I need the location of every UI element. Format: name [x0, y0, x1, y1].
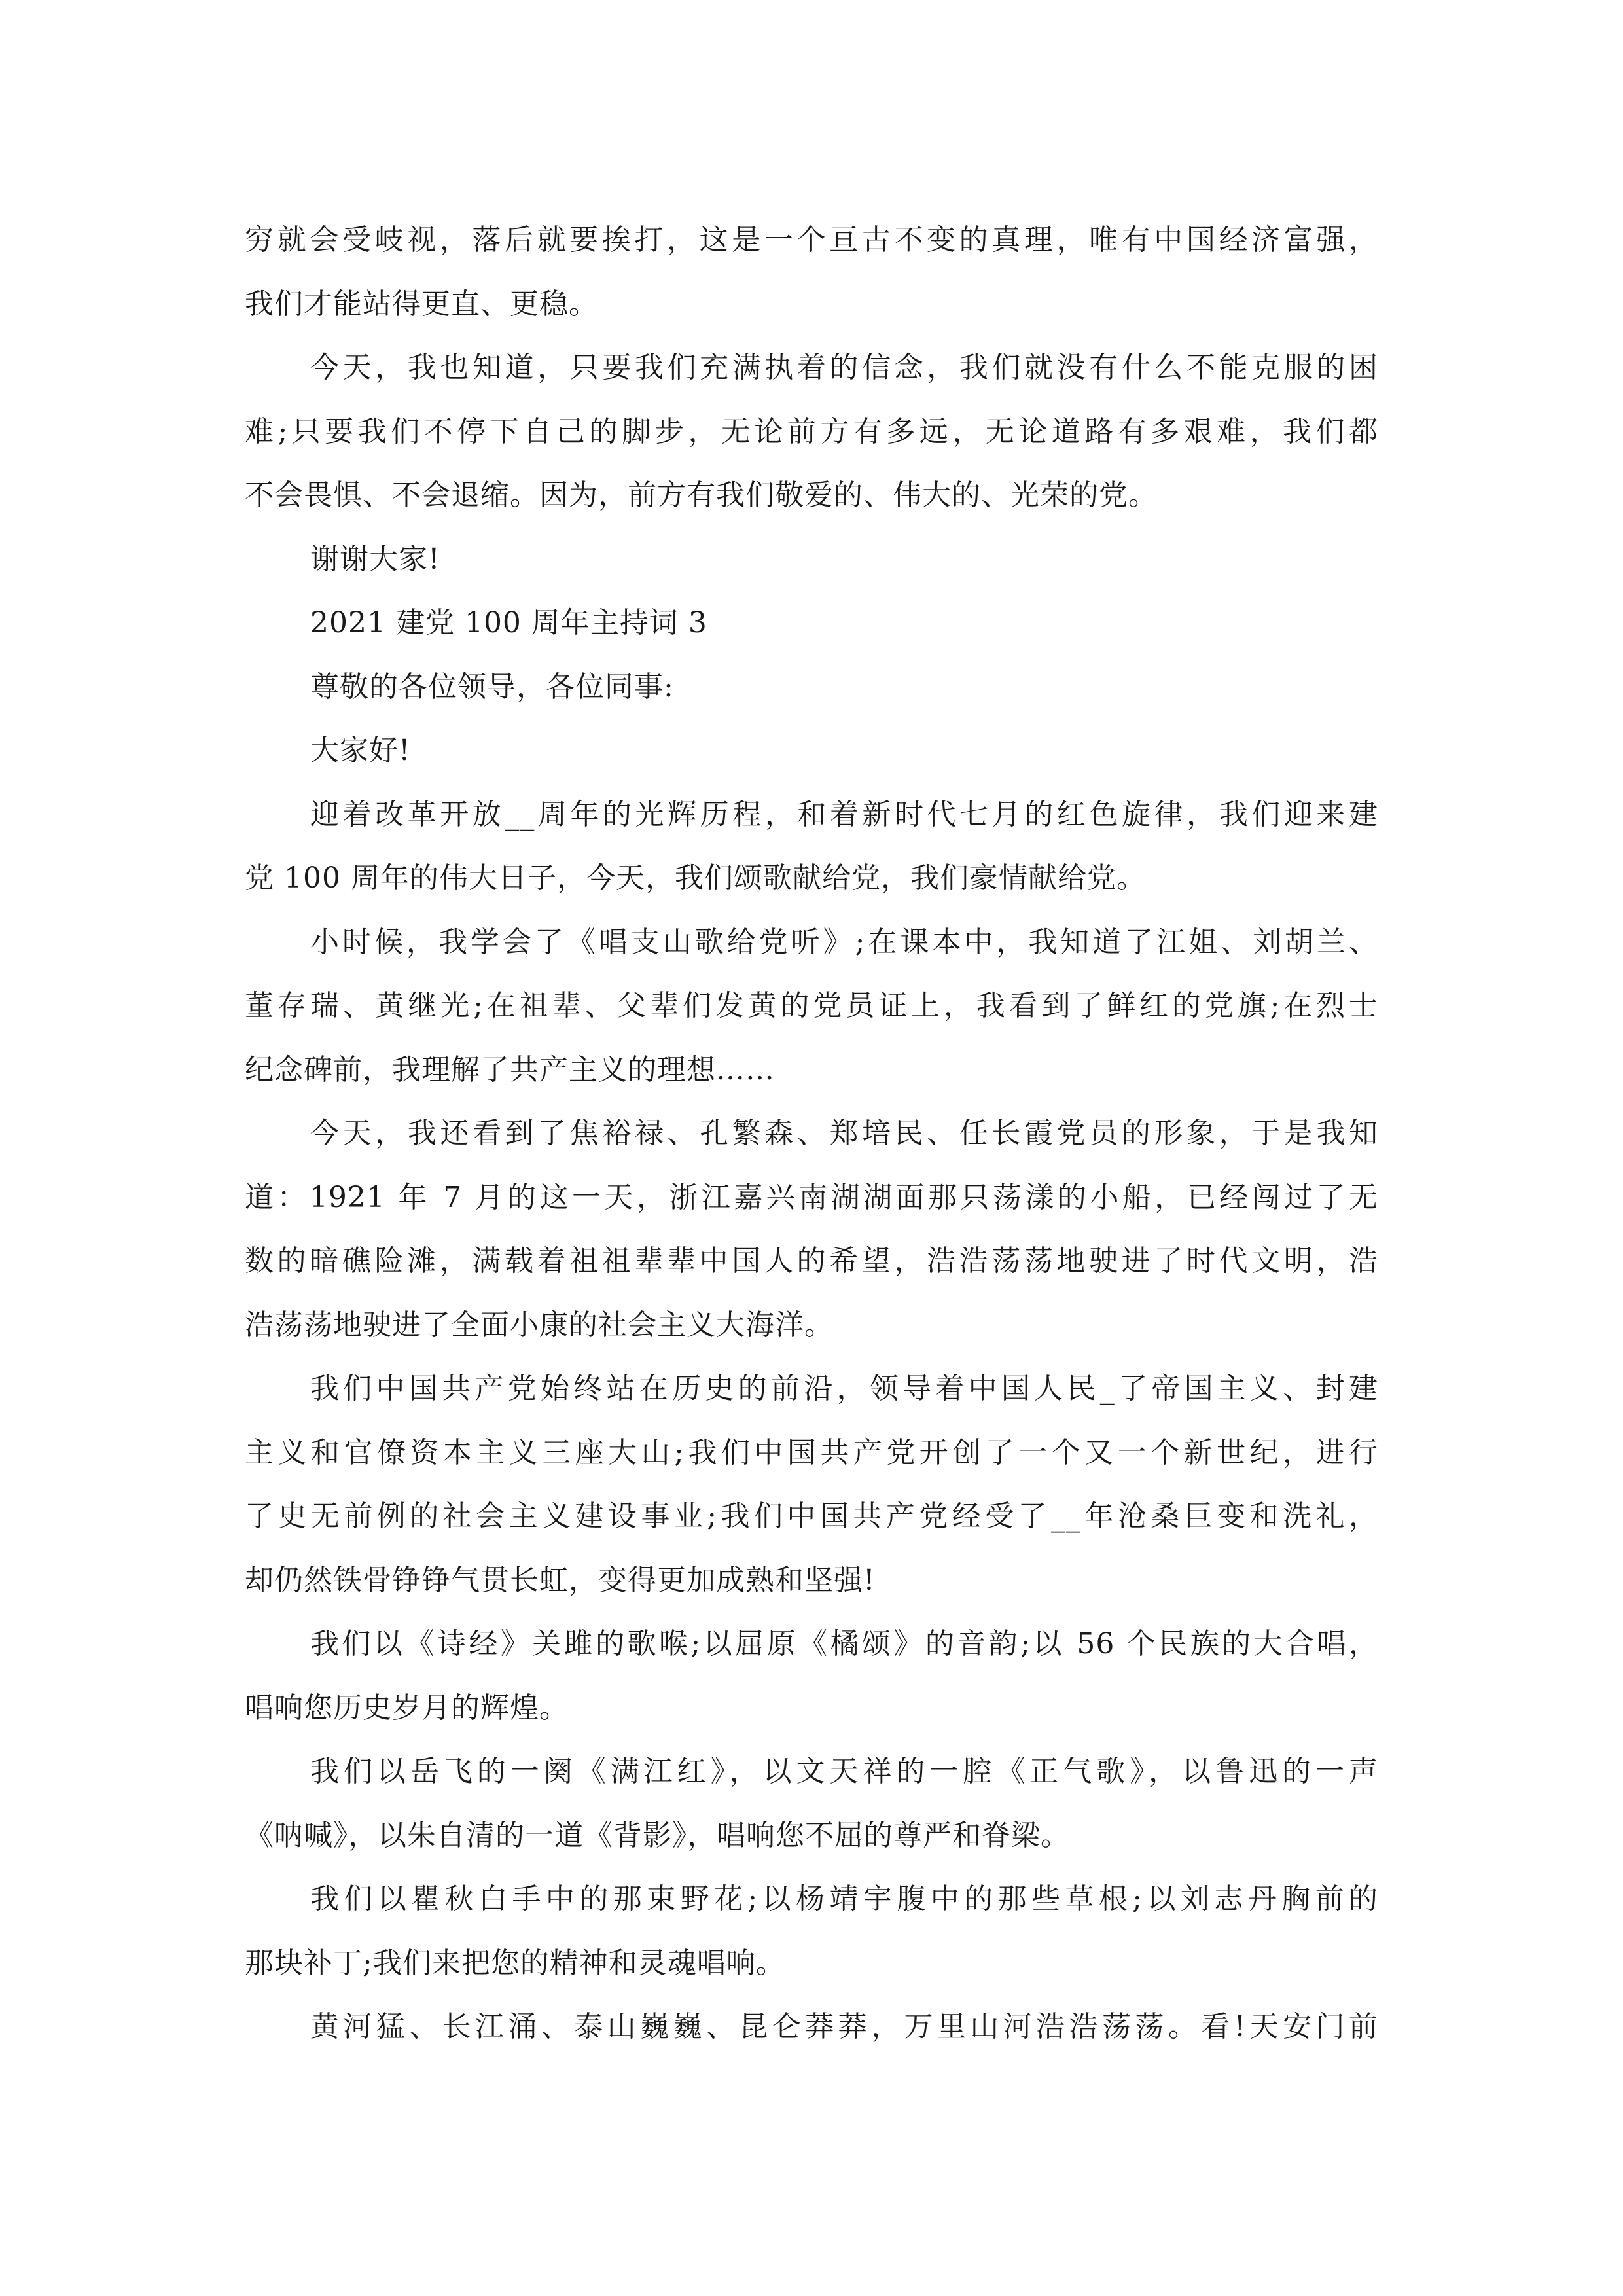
text-line: 董存瑞、黄继光;在祖辈、父辈们发黄的党员证上，我看到了鲜红的党旗;在烈士 [245, 989, 1378, 1022]
text-line: 却仍然铁骨铮铮气贯长虹，变得更加成熟和坚强! [245, 1563, 876, 1597]
text-line: 我们才能站得更直、更稳。 [245, 287, 598, 321]
text-line: 我们中国共产党始终站在历史的前沿，领导着中国人民_了帝国主义、封建 [310, 1372, 1378, 1405]
text-line: 黄河猛、长江涌、泰山巍巍、昆仑莽莽，万里山河浩浩荡荡。看!天安门前 [310, 2010, 1378, 2043]
text-line: 迎着改革开放__周年的光辉历程，和着新时代七月的红色旋律，我们迎来建 [310, 797, 1378, 831]
text-line: 穷就会受岐视，落后就要挨打，这是一个亘古不变的真理，唯有中国经济富强， [245, 223, 1378, 257]
text-line: 我们以瞿秋白手中的那束野花;以杨靖宇腹中的那些草根;以刘志丹胸前的 [310, 1882, 1378, 1916]
text-line: 今天，我也知道，只要我们充满执着的信念，我们就没有什么不能克服的困 [310, 351, 1378, 384]
text-line: 纪念碑前，我理解了共产主义的理想…… [245, 1052, 775, 1086]
text-line: 主义和官僚资本主义三座大山;我们中国共产党开创了一个又一个新世纪，进行 [245, 1435, 1378, 1469]
text-line: 大家好! [310, 734, 411, 767]
text-line: 不会畏惧、不会退缩。因为，前方有我们敬爱的、伟大的、光荣的党。 [245, 478, 1158, 512]
text-line: 今天，我还看到了焦裕禄、孔繁森、郑培民、任长霞党员的形象，于是我知 [310, 1117, 1378, 1150]
text-line: 我们以《诗经》关雎的歌喉;以屈原《橘颂》的音韵;以 56 个民族的大合唱， [310, 1627, 1378, 1660]
document-body [245, 208, 1378, 2059]
text-line: 那块补丁;我们来把您的精神和灵魂唱响。 [245, 1946, 785, 1980]
text-line: 党 100 周年的伟大日子，今天，我们颂歌献给党，我们豪情献给党。 [245, 861, 1146, 895]
text-line: 《呐喊》，以朱自清的一道《背影》，唱响您不屈的尊严和脊梁。 [245, 1818, 1070, 1852]
text-line: 小时候，我学会了《唱支山歌给党听》;在课本中，我知道了江姐、刘胡兰、 [310, 925, 1378, 959]
text-line: 了史无前例的社会主义建设事业;我们中国共产党经受了__年沧桑巨变和洗礼， [245, 1499, 1378, 1533]
text-line: 我们以岳飞的一阕《满江红》，以文天祥的一腔《正气歌》，以鲁迅的一声 [310, 1755, 1378, 1788]
text-line: 谢谢大家! [310, 542, 440, 576]
text-line: 尊敬的各位领导，各位同事: [310, 670, 674, 704]
text-line: 唱响您历史岁月的辉煌。 [245, 1691, 569, 1725]
text-line: 数的暗礁险滩，满载着祖祖辈辈中国人的希望，浩浩荡荡地驶进了时代文明，浩 [245, 1244, 1378, 1278]
text-line: 道：1921 年 7 月的这一天，浙江嘉兴南湖湖面那只荡漾的小船，已经闯过了无 [245, 1180, 1378, 1214]
text-line: 2021 建党 100 周年主持词 3 [310, 606, 707, 639]
text-line: 难;只要我们不停下自己的脚步，无论前方有多远，无论道路有多艰难，我们都 [245, 414, 1378, 448]
text-line: 浩荡荡地驶进了全面小康的社会主义大海洋。 [245, 1308, 834, 1342]
